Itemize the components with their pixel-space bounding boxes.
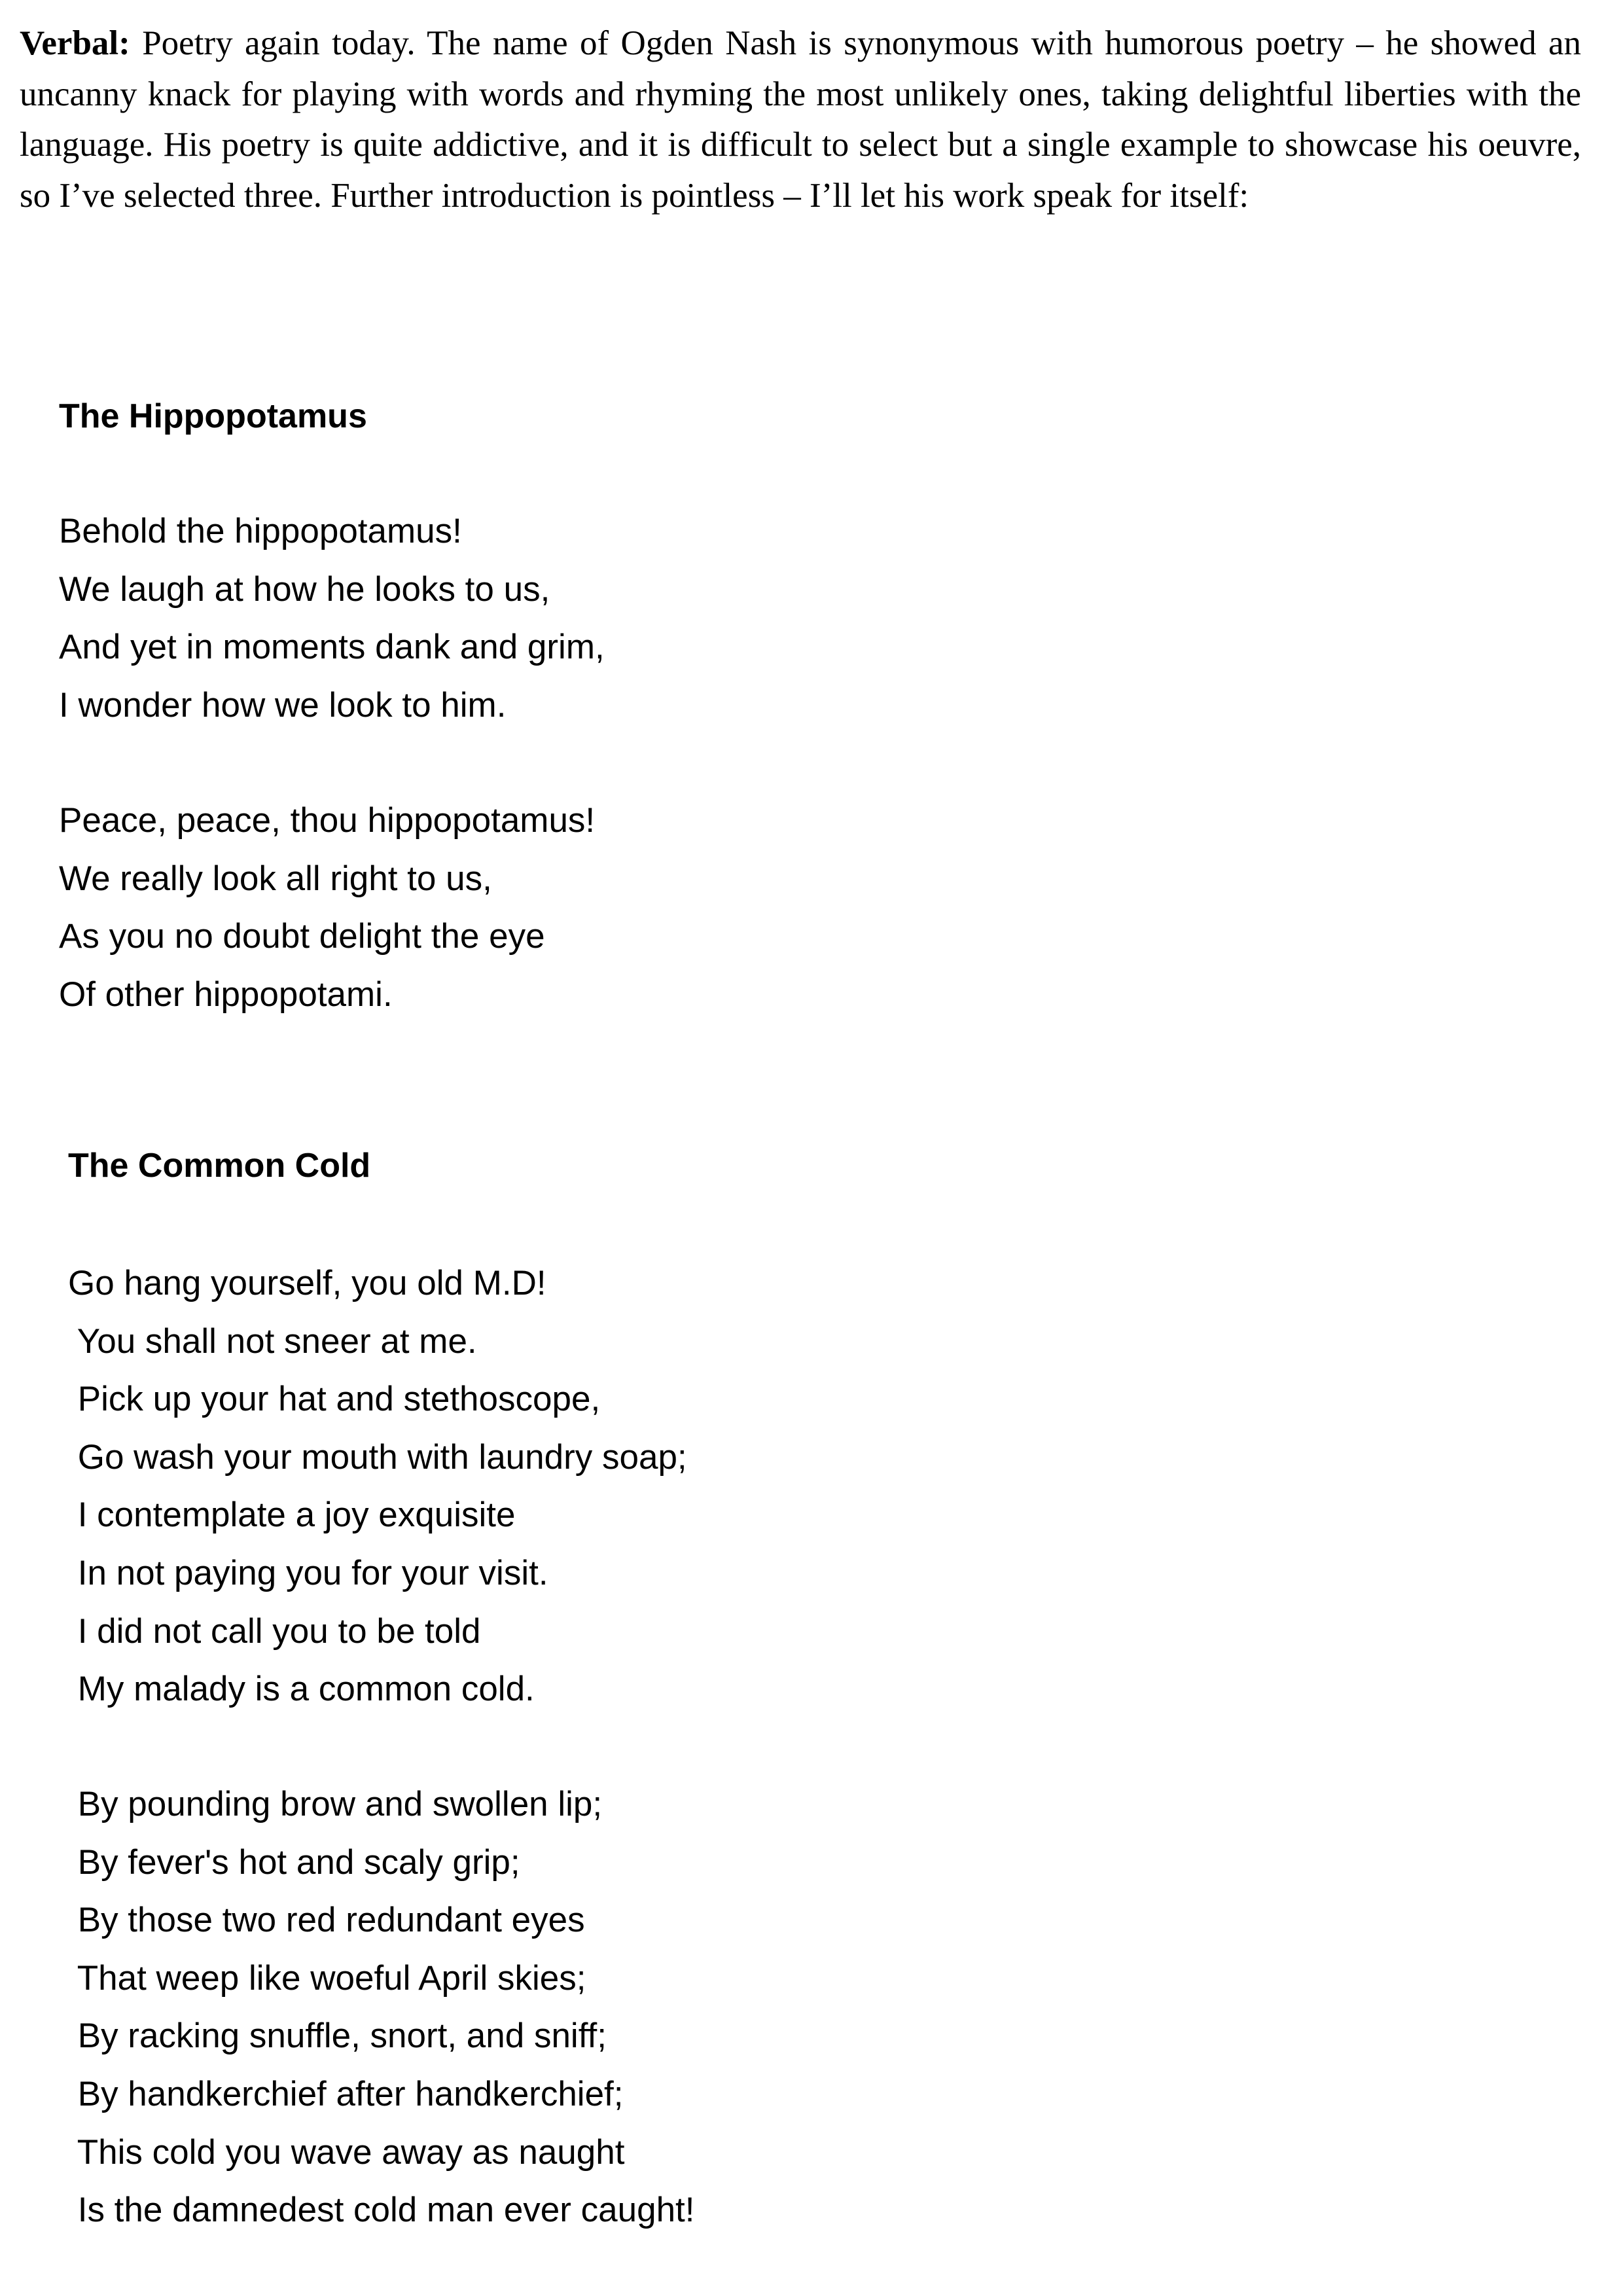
poem-line: Go hang yourself, you old M.D! [68, 1264, 546, 1302]
poem-title-common-cold: The Common Cold [68, 1147, 371, 1185]
poem-line: I did not call you to be told [68, 1611, 481, 1651]
poem-line: By fever's hot and scaly grip; [68, 1842, 520, 1882]
poem-line: Peace, peace, thou hippopotamus! [59, 801, 596, 840]
poem-line: As you no doubt delight the eye [59, 917, 545, 956]
poem-line: That weep like woeful April skies; [68, 1958, 586, 1998]
intro-paragraph [20, 18, 1581, 221]
poem-line: This cold you wave away as naught [68, 2132, 625, 2172]
poem-title-hippopotamus: The Hippopotamus [59, 397, 367, 435]
poem-line: Of other hippopotami. [59, 975, 393, 1014]
poem-line: By those two red redundant eyes [68, 1901, 585, 1940]
poem-stanza [68, 1776, 695, 2240]
poem-line: We laugh at how he looks to us, [59, 569, 550, 609]
poem-line: You shall not sneer at me. [68, 1321, 477, 1361]
poem-line: And yet in moments dank and grim, [59, 628, 605, 667]
intro-text: Poetry again today. The name of Ogden Nash is synonymous with humorous poetry – he showed an uncanny knack for playing with words and rhyming the most unlikely ones, taking delightful liberties with the language. His poetry is quite addictive, and it is difficult to select but a single example to showcase his oeuvre, so I’ve selected three. Further introduction is pointless – I’ll let his work speak for itself: [20, 24, 1581, 215]
poem-stanza [59, 503, 605, 734]
poem-line: Is the damnedest cold man ever caught! [68, 2191, 695, 2230]
intro-label: Verbal: [20, 24, 130, 62]
poem-line: By handkerchief after handkerchief; [68, 2074, 624, 2113]
poem-stanza [68, 1255, 687, 1719]
poem-line: I contemplate a joy exquisite [68, 1496, 516, 1535]
poem-line: In not paying you for your visit. [68, 1553, 548, 1592]
poem-line: My malady is a common cold. [68, 1670, 535, 1709]
poem-line: Go wash your mouth with laundry soap; [68, 1437, 687, 1477]
poem-line: I wonder how we look to him. [59, 685, 507, 725]
poem-line: Pick up your hat and stethoscope, [68, 1380, 601, 1419]
poem-line: By pounding brow and swollen lip; [68, 1785, 603, 1823]
poem-line: We really look all right to us, [59, 859, 492, 898]
poem-line: By racking snuffle, snort, and sniff; [68, 2017, 607, 2056]
poem-line: Behold the hippopotamus! [59, 512, 462, 550]
poem-stanza [59, 792, 595, 1024]
